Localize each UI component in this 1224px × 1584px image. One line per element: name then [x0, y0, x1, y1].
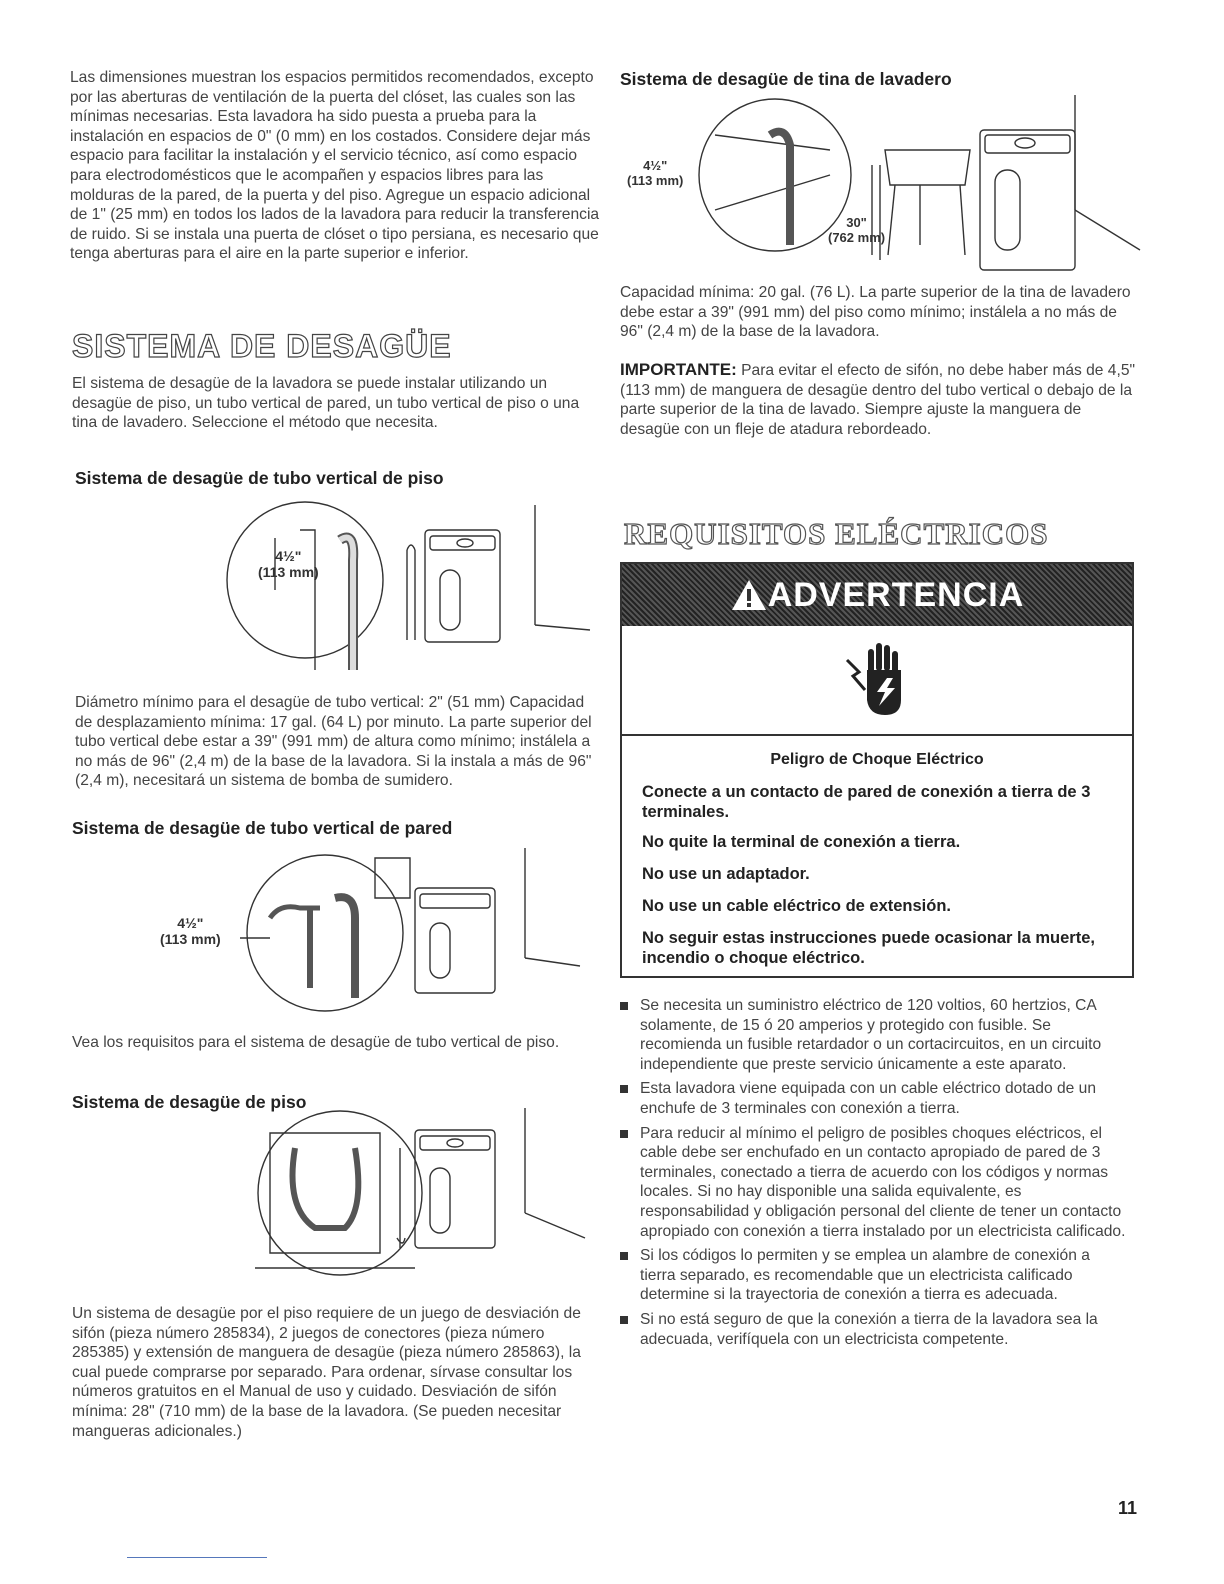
important-note: [620, 360, 1140, 439]
floor-standpipe-illustration: [225, 500, 595, 680]
wall-standpipe-title: Sistema de desagüe de tubo vertical de pared: [72, 818, 453, 838]
laundry-tub-hose-dimension: [627, 158, 683, 188]
warning-line: Conecte a un contacto de pared de conexión a tierra de 3 terminales.: [642, 783, 1091, 821]
electric-shock-hand-icon: [837, 640, 917, 720]
important-label: IMPORTANTE:: [620, 360, 737, 379]
wall-standpipe-text: Vea los requisitos para el sistema de desagüe de tubo vertical de piso.: [72, 1034, 560, 1051]
warning-line: No quite la terminal de conexión a tierra.: [642, 833, 961, 851]
warning-line: No seguir estas instrucciones puede ocasionar la muerte, incendio o choque eléctrico.: [642, 929, 1095, 967]
warning-text-area: [622, 736, 1132, 968]
important-text: Para evitar el efecto de sifón, no debe haber más de 4,5" (113 mm) de manguera de desagüe dentro del tubo vertical o debajo de la parte superior de la tina de lavado. Siempre ajuste la manguera de desagüe con un fleje de atadura rebordeado.: [620, 362, 1136, 438]
laundry-tub-height-dimension: [828, 215, 885, 245]
warning-line: No use un cable eléctrico de extensión.: [642, 897, 952, 915]
footer-rule: [127, 1557, 267, 1558]
dimension-mm: (113 mm): [258, 564, 319, 580]
list-item: Para reducir al mínimo el peligro de posibles choques eléctricos, el cable debe ser enchufado en un contacto apropiado de pared de 3 terminales, conectado a tierra de acuerdo con los códigos y normas locales. Si no hay disponible una salida equivalente, es responsabilidad y obligación personal del cliente de tener un contacto apropiado con conexión a tierra instalado por un electricista calificado.: [618, 1124, 1128, 1242]
floor-standpipe-text: Diámetro mínimo para el desagüe de tubo vertical: 2" (51 mm) Capacidad de desplazamiento mínima: 17 gal. (64 L) por minuto. La parte superior del tubo vertical debe estar a 39" (991 mm) de altura como mínimo; instálela a no más de 96" (2,4 m) de la base de la lavadora. Si la instala a más de 96" (2,4 m), necesitará un sistema de bomba de sumidero.: [75, 694, 592, 790]
electrical-requirements-list: [618, 996, 1128, 1354]
warning-header: [622, 564, 1132, 626]
shock-hazard-area: [622, 626, 1132, 736]
warning-line: No use un adaptador.: [642, 865, 810, 883]
wall-standpipe-dimension: [160, 915, 221, 947]
list-item: Esta lavadora viene equipada con un cable eléctrico dotado de un enchufe de 3 terminales con conexión a tierra.: [618, 1079, 1128, 1118]
floor-standpipe-title: Sistema de desagüe de tubo vertical de piso: [75, 468, 444, 488]
warning-triangle-icon: [730, 578, 768, 612]
dimension-inch: 4½": [275, 548, 302, 564]
dimension-mm: (113 mm): [627, 173, 684, 188]
laundry-tub-illustration: [620, 95, 1145, 275]
floor-drain-text: Un sistema de desagüe por el piso requiere de un juego de desviación de sifón (pieza número 285834), 2 juegos de conectores (pieza número 285385) y extensión de manguera de desagüe (pieza número 285863), la cual puede comprarse por separado. Para ordenar, sírvase consultar los números gratuitos en el Manual de uso y cuidado. Desviación de sifón mínima: 28" (710 mm) de la base de la lavadora. (Se pueden necesitar mangueras adicionales.): [72, 1305, 581, 1440]
laundry-tub-text: Capacidad mínima: 20 gal. (76 L). La parte superior de la tina de lavadero debe estar a 39" (991 mm) del piso como mínimo; instálela a no más de 96" (2,4 m) de la base de la lavadora.: [620, 284, 1131, 341]
electrical-requirements-heading: REQUISITOS ELÉCTRICOS: [624, 516, 1049, 551]
intro-paragraph: Las dimensiones muestran los espacios permitidos recomendados, excepto por las aberturas de ventilación de la puerta del clóset, las cuales son las mínimas necesarias. Esta lavadora ha sido puesta a prueba para la instalación en espacios de 0" (0 mm) en los costados. Considere dejar más espacio para facilitar la instalación y el servicio técnico, así como espacio para electrodomésticos que le acompañen y espacios libres para las molduras de la pared, de la puerta y del piso. Agregue un espacio adicional de 1" (25 mm) en todos los lados de la lavadora para reducir la transferencia de ruido. Si se instala una puerta de clóset o tipo persiana, es necesario que tenga aberturas para el aire en la parte superior e inferior.: [70, 69, 600, 263]
warning-title: ADVERTENCIA: [767, 575, 1025, 614]
drain-system-intro: El sistema de desagüe de la lavadora se puede instalar utilizando un desagüe de piso, un tubo vertical de pared, un tubo vertical de piso o una tina de lavadero. Seleccione el método que necesita.: [72, 375, 580, 432]
page-number: 11: [1118, 1498, 1138, 1518]
hazard-title: Peligro de Choque Eléctrico: [770, 751, 984, 768]
dimension-inch: 30": [846, 215, 867, 230]
drain-system-heading: SISTEMA DE DESAGÜE: [72, 328, 452, 364]
list-item: Se necesita un suministro eléctrico de 120 voltios, 60 hertzios, CA solamente, de 15 ó 20 amperios y protegido con fusible. Se recomienda un fusible retardador o un cortacircuitos, en un circuito independiente que preste servicio únicamente a este aparato.: [618, 996, 1128, 1074]
list-item: Si no está seguro de que la conexión a tierra de la lavadora sea la adecuada, verifíquela con un electricista competente.: [618, 1310, 1128, 1349]
dimension-inch: 4½": [643, 158, 668, 173]
floor-standpipe-dimension: [258, 548, 319, 580]
floor-drain-title: Sistema de desagüe de piso: [72, 1092, 307, 1112]
wall-standpipe-illustration: [240, 848, 585, 1018]
warning-box: [620, 562, 1134, 978]
dimension-mm: (762 mm): [828, 230, 886, 245]
dimension-mm: (113 mm): [160, 931, 221, 947]
list-item: Si los códigos lo permiten y se emplea un alambre de conexión a tierra separado, es recomendable que un electricista calificado determine si la trayectoria de conexión a tierra es adecuada.: [618, 1246, 1128, 1305]
floor-drain-illustration: [255, 1108, 590, 1293]
laundry-tub-title: Sistema de desagüe de tina de lavadero: [620, 69, 952, 89]
dimension-inch: 4½": [177, 915, 204, 931]
